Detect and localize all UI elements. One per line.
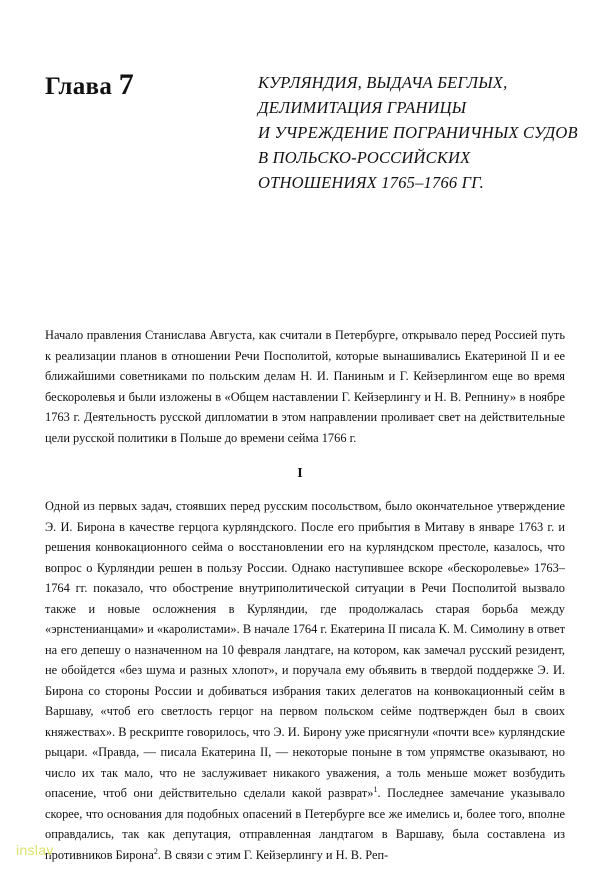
intro-paragraph: Начало правления Станислава Августа, как считали в Петербурге, открывало перед Россией путь к реализации планов в отношении Речи Посполитой, которые вынашивались Екатериной II и ее ближайшими советниками по польским делам Н. И. Паниным и Г. Кейзерлингом еще во время бескоролевья и были изложены в «Общем наставлении Г. Кейзерлингу и Н. В. Репнину» в ноябре 1763 г. Деятельность русской дипломатии в этом направлении проливает свет на действительные цели русской политики в Польше до времени сейма 1766 г. (45, 328, 565, 445)
paragraph-text: . В связи с этим Г. Кейзерлингу и Н. В. Реп- (157, 847, 389, 862)
chapter-title-line: ОТНОШЕНИЯХ 1765–1766 ГГ. (258, 173, 484, 192)
chapter-number: 7 (118, 68, 134, 101)
section-paragraph (45, 496, 565, 865)
section-number: I (297, 466, 303, 481)
footnote-ref[interactable]: 1 (373, 784, 378, 794)
chapter-title-line: В ПОЛЬСКО-РОССИЙСКИХ (258, 148, 471, 167)
footnote-ref[interactable]: 2 (153, 846, 158, 856)
paragraph-text: Одной из первых задач, стоявших перед русским посольством, было окончательное утверждение Э. И. Бирона в качестве герцога курляндского. После его прибытия в Митаву в январе 1763 г. и решения конвокационного сейма о восстановлении его на курляндском престоле, казалось, что вопрос о Курляндии решен в пользу России. Однако наступившее вскоре «бескоролевье» 1763–1764 гг. показало, что обострение внутриполитической ситуации в Речи Посполитой вызвало также и новые осложнения в Курляндии, где продолжалась старая борьба между «эрнстенианцами» и «каролистами». В начале 1764 г. Екатерина II писала К. М. Симолину в ответ на его депешу о назначенном на 10 февраля ландтаге, на котором, как замечал русский резидент, не обойдется «без шума и разных хлопот», и поручала ему объявить в твердой поддержке Э. И. Бирона со стороны России и добиваться избрания таких делегатов на конвокационный сейм в Варшаву, «чтоб его светлость герцог на первом польском сейме подтвержден был в своих княжествах». В рескрипте говорилось, что Э. И. Бирону уже присягнули «почти все» курляндские рыцари. «Правда, — писала Екатерина II, — некоторые поныне в том упрямстве оказывают, но число их так мало, что не заслуживает никакого уважения, а толь меньше может возбудить опасение, чтоб они действительно сделали какой разврат» (45, 499, 565, 800)
paragraph-text: . Последнее замечание указывало скорее, что основания для подобных опасений в Петербурге все же имелись и, более того, вполне оправдались, так как депутация, отправленная ландтагом в Варшаву, была составлена из противников Бирона (45, 786, 565, 862)
chapter-word: Глава (45, 73, 113, 100)
watermark: inslav (16, 842, 54, 858)
chapter-title-line: КУРЛЯНДИЯ, ВЫДАЧА БЕГЛЫХ, (258, 73, 508, 92)
chapter-label (45, 68, 134, 102)
chapter-title (258, 70, 583, 195)
chapter-title-line: ДЕЛИМИТАЦИЯ ГРАНИЦЫ (258, 98, 467, 117)
chapter-title-line: И УЧРЕЖДЕНИЕ ПОГРАНИЧНЫХ СУДОВ (258, 123, 578, 142)
